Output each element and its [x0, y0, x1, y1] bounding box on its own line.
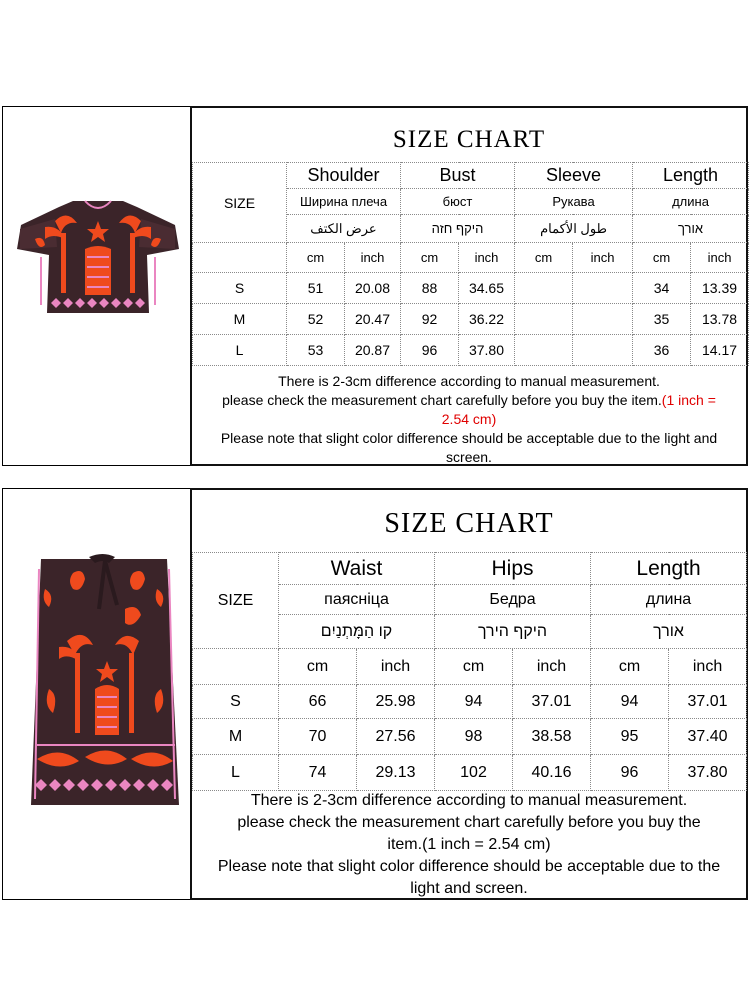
col-header-sleeve-ar: طول الأكمام [515, 215, 633, 243]
col-header-sleeve-ru: Рукава [515, 189, 633, 215]
value-cell: 36 [633, 335, 691, 366]
note-line: item.(1 inch = 2.54 cm) [387, 836, 551, 853]
value-cell: 34 [633, 273, 691, 304]
value-cell: 37.80 [669, 755, 747, 791]
size-cell: L [193, 755, 279, 791]
col-header-waist-ru: паясніца [279, 585, 435, 615]
value-cell: 94 [591, 685, 669, 719]
col-header-hips: Hips [435, 553, 591, 585]
note-line: There is 2-3cm difference according to manual measurement. [250, 792, 688, 809]
value-cell [573, 335, 633, 366]
value-cell: 13.78 [691, 304, 749, 335]
col-header-shoulder-ru: Ширина плеча [287, 189, 401, 215]
value-cell: 34.65 [459, 273, 515, 304]
unit-label: inch [691, 243, 749, 273]
value-cell: 53 [287, 335, 345, 366]
value-cell: 96 [401, 335, 459, 366]
units-blank [193, 649, 279, 685]
unit-label: inch [357, 649, 435, 685]
value-cell: 102 [435, 755, 513, 791]
value-cell: 29.13 [357, 755, 435, 791]
unit-label: cm [515, 243, 573, 273]
col-header-length-he: אורך [633, 215, 749, 243]
size-header: SIZE [193, 553, 279, 649]
table-row [193, 719, 747, 755]
top-size-table [192, 162, 749, 366]
col-header-bust-he: היקף חזה [401, 215, 515, 243]
col-header-length-ru: длина [591, 585, 747, 615]
size-chart-title: SIZE CHART [392, 126, 546, 153]
table-row [193, 335, 749, 366]
value-cell: 37.40 [669, 719, 747, 755]
note-line: There is 2-3cm difference according to manual measurement. [278, 373, 660, 389]
value-cell: 20.87 [345, 335, 401, 366]
skirt-product-photo-frame [2, 488, 191, 900]
note-conversion-cont: 2.54 cm) [441, 411, 497, 427]
unit-label: inch [513, 649, 591, 685]
table-row [193, 273, 749, 304]
table-row [193, 755, 747, 791]
value-cell: 96 [591, 755, 669, 791]
col-header-length: Length [591, 553, 747, 585]
value-cell: 13.39 [691, 273, 749, 304]
top-size-chart [190, 106, 748, 466]
skirt-size-chart-panel [0, 488, 750, 900]
top-garment-image [15, 199, 181, 317]
note-conversion: (1 inch = [661, 392, 716, 408]
unit-label: cm [591, 649, 669, 685]
note-line [192, 391, 746, 410]
top-size-chart-panel [0, 106, 750, 466]
size-chart-title: SIZE CHART [384, 508, 554, 539]
table-row [193, 304, 749, 335]
value-cell: 51 [287, 273, 345, 304]
value-cell: 66 [279, 685, 357, 719]
col-header-length-ru: длина [633, 189, 749, 215]
value-cell: 14.17 [691, 335, 749, 366]
unit-label: cm [633, 243, 691, 273]
col-header-sleeve: Sleeve [515, 163, 633, 189]
units-blank [193, 243, 287, 273]
top-size-notes [192, 372, 746, 467]
value-cell: 27.56 [357, 719, 435, 755]
value-cell: 37.80 [459, 335, 515, 366]
value-cell [515, 273, 573, 304]
note-text: please check the measurement chart carefully before you buy the item. [222, 392, 662, 408]
col-header-waist: Waist [279, 553, 435, 585]
col-header-waist-he: קו הַמָּתְנַיִם [279, 615, 435, 649]
value-cell: 36.22 [459, 304, 515, 335]
value-cell: 52 [287, 304, 345, 335]
value-cell: 88 [401, 273, 459, 304]
col-header-shoulder: Shoulder [287, 163, 401, 189]
note-line: screen. [446, 449, 492, 465]
size-cell: S [193, 685, 279, 719]
value-cell: 37.01 [669, 685, 747, 719]
col-header-shoulder-ar: عرض الكتف [287, 215, 401, 243]
value-cell [515, 304, 573, 335]
col-header-length: Length [633, 163, 749, 189]
unit-label: inch [573, 243, 633, 273]
col-header-length-he: אורך [591, 615, 747, 649]
unit-label: cm [401, 243, 459, 273]
unit-label: cm [435, 649, 513, 685]
size-cell: L [193, 335, 287, 366]
value-cell [515, 335, 573, 366]
value-cell: 95 [591, 719, 669, 755]
value-cell: 74 [279, 755, 357, 791]
value-cell: 92 [401, 304, 459, 335]
skirt-size-chart [190, 488, 748, 900]
value-cell: 70 [279, 719, 357, 755]
unit-label: cm [279, 649, 357, 685]
unit-label: cm [287, 243, 345, 273]
size-cell: M [193, 719, 279, 755]
value-cell [573, 273, 633, 304]
note-line: light and screen. [410, 880, 528, 897]
skirt-garment-image [29, 549, 179, 811]
note-line: please check the measurement chart carefully before you buy the [237, 814, 701, 831]
value-cell: 25.98 [357, 685, 435, 719]
value-cell: 38.58 [513, 719, 591, 755]
unit-label: inch [345, 243, 401, 273]
note-line: Please note that slight color difference should be acceptable due to the light and [220, 430, 718, 446]
col-header-bust-ru: бюст [401, 189, 515, 215]
col-header-hips-ru: Бедра [435, 585, 591, 615]
note-line: Please note that slight color difference should be acceptable due to the [217, 858, 721, 875]
value-cell: 37.01 [513, 685, 591, 719]
skirt-size-table [192, 552, 747, 791]
value-cell: 40.16 [513, 755, 591, 791]
col-header-bust: Bust [401, 163, 515, 189]
value-cell [573, 304, 633, 335]
size-header: SIZE [193, 163, 287, 243]
size-cell: S [193, 273, 287, 304]
value-cell: 94 [435, 685, 513, 719]
skirt-size-notes [192, 790, 746, 900]
value-cell: 35 [633, 304, 691, 335]
unit-label: inch [459, 243, 515, 273]
table-row [193, 685, 747, 719]
value-cell: 20.47 [345, 304, 401, 335]
col-header-hips-he: היקף הירך [435, 615, 591, 649]
size-cell: M [193, 304, 287, 335]
top-product-photo-frame [2, 106, 191, 466]
value-cell: 20.08 [345, 273, 401, 304]
value-cell: 98 [435, 719, 513, 755]
unit-label: inch [669, 649, 747, 685]
